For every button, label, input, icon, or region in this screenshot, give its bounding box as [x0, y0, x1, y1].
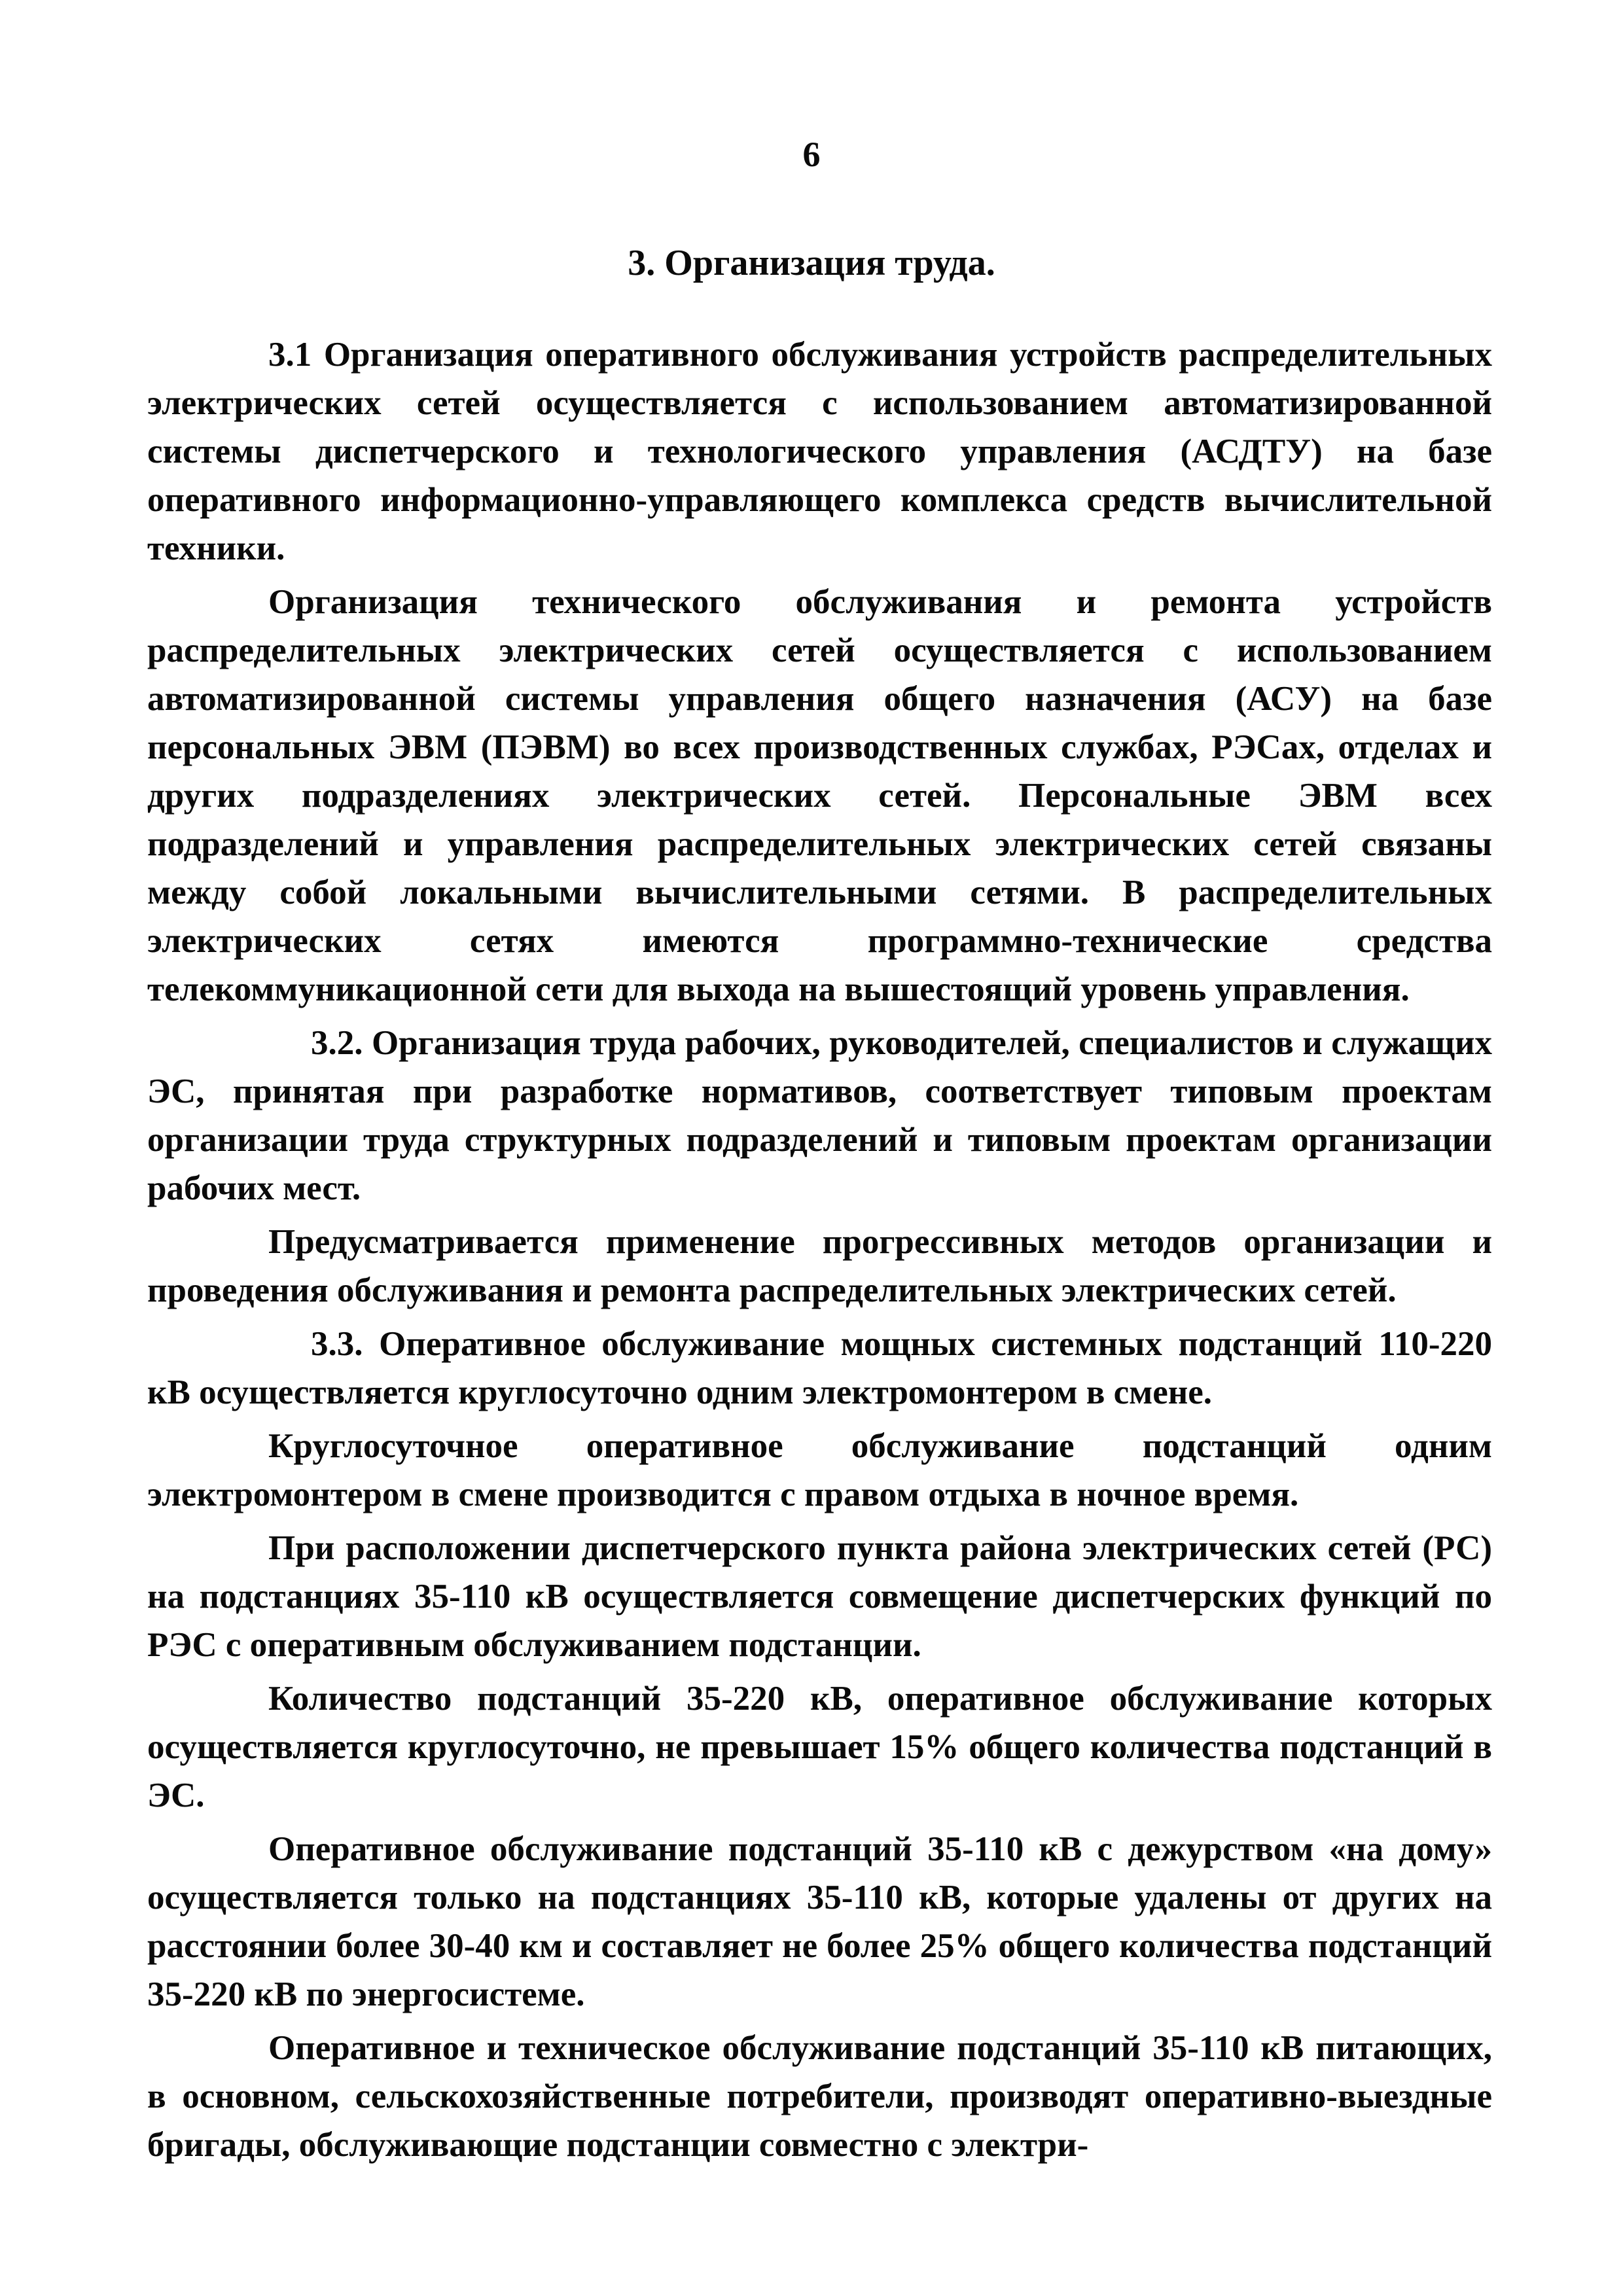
paragraph: При расположении диспетчерского пункта района электрических сетей (РС) на подстанциях 35-110 кВ осуществляется совмещение диспетчерских функций по РЭС с оперативным обслуживанием подстанции. [147, 1529, 1492, 1664]
paragraph: Предусматривается применение прогрессивных методов организации и проведения обслуживания и ремонта распределительных электрических сетей. [147, 1223, 1492, 1309]
section-title: 3. Организация труда. [628, 243, 995, 283]
paragraph-3-1: 3.1 Организация оперативного обслуживания устройств распределительных электрических сетей осуществляется с использованием автоматизированной системы диспетчерского и технологического управления (АСДТУ) на базе оперативного информационно-управляющего комплекса средств вычислительной техники. [147, 336, 1492, 567]
paragraph-3-3: 3.3. Оперативное обслуживание мощных системных подстанций 110-220 кВ осуществляется круглосуточно одним электромонтером в смене. [147, 1325, 1492, 1411]
body-text [147, 330, 1492, 2174]
paragraph: Оперативное обслуживание подстанций 35-110 кВ с дежурством «на дому» осуществляется только на подстанциях 35-110 кВ, которые удалены от других на расстоянии более 30-40 км и составляет не более 25% общего количества подстанций 35-220 кВ по энергосистеме. [147, 1830, 1492, 2013]
paragraph: Количество подстанций 35-220 кВ, оперативное обслуживание которых осуществляется круглосуточно, не превышает 15% общего количества подстанций в ЭС. [147, 1680, 1492, 1814]
page-number: 6 [802, 135, 821, 174]
paragraph: Оперативное и техническое обслуживание подстанций 35-110 кВ питающих, в основном, сельскохозяйственные потребители, производят оперативно-выездные бригады, обслуживающие подстанции совместно с электри- [147, 2029, 1492, 2164]
paragraph: Организация технического обслуживания и ремонта устройств распределительных электрических сетей осуществляется с использованием автоматизированной системы управления общего назначения (АСУ) на базе персональных ЭВМ (ПЭВМ) во всех производственных службах, РЭСах, отделах и других подразделениях электрических сетей. Персональные ЭВМ всех подразделений и управления распределительных электрических сетей связаны между собой локальными вычислительными сетями. В распределительных электрических сетях имеются программно-технические средства телекоммуникационной сети для выхода на вышестоящий уровень управления. [147, 583, 1492, 1008]
paragraph-3-2: 3.2. Организация труда рабочих, руководителей, специалистов и служащих ЭС, принятая при разработке нормативов, соответствует типовым проектам организации труда структурных подразделений и типовым проектам организации рабочих мест. [147, 1024, 1492, 1207]
paragraph: Круглосуточное оперативное обслуживание подстанций одним электромонтером в смене производится с правом отдыха в ночное время. [147, 1427, 1492, 1513]
